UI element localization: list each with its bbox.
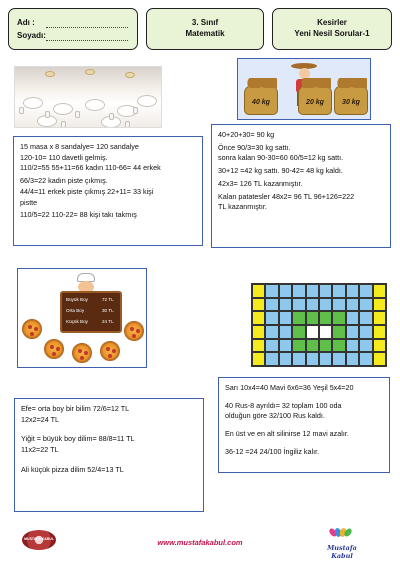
table-icon xyxy=(23,97,43,109)
grid-cell xyxy=(332,311,345,325)
grid-cell xyxy=(252,284,265,298)
grid-cell xyxy=(252,352,265,366)
grid-cell xyxy=(265,311,278,325)
grid-cell xyxy=(373,298,386,312)
grid-cell xyxy=(306,298,319,312)
solution-line: Ali küçük pizza dilim 52/4=13 TL xyxy=(21,464,124,474)
grid-cell xyxy=(359,311,372,325)
signature-text: Mustafa Kabul xyxy=(327,544,357,560)
subject-label: Matematik xyxy=(185,29,225,38)
chandelier-icon xyxy=(85,69,95,75)
grid-cell xyxy=(346,339,359,353)
chair-icon xyxy=(75,111,80,118)
chandelier-icon xyxy=(45,71,55,77)
solution-line: olduğun göre 32/100 Rus kaldı. xyxy=(225,411,325,421)
banquet-hall-image xyxy=(14,66,162,128)
grade-label: 3. Sınıf xyxy=(191,18,219,27)
solution-line: 12x2=24 TL xyxy=(21,414,60,424)
grid-cell xyxy=(279,284,292,298)
chair-icon xyxy=(19,107,24,114)
solution-line: Kalan patatesler 48x2= 96 TL 96+126=222 xyxy=(218,191,355,201)
grid-cell xyxy=(346,284,359,298)
website-link[interactable]: www.mustafakabul.com xyxy=(157,538,243,547)
grid-cell xyxy=(252,325,265,339)
colored-grid-image xyxy=(251,283,387,367)
solution-line: 40+20+30= 90 kg xyxy=(218,130,275,139)
chair-icon xyxy=(45,111,50,118)
grid-cell xyxy=(265,352,278,366)
subtitle-label: Yeni Nesil Sorular-1 xyxy=(294,29,370,38)
grid-cell xyxy=(265,339,278,353)
price-board: Büyük Boy 72 TL Orta Boy 30 TL Küçük Boy 24 TL xyxy=(60,291,122,333)
pizza-icon xyxy=(44,339,64,359)
grid-cell xyxy=(252,311,265,325)
grid-cell xyxy=(319,284,332,298)
grid-cell xyxy=(346,311,359,325)
grid-cell xyxy=(373,325,386,339)
flower-icon xyxy=(330,524,352,542)
table-icon xyxy=(53,103,73,115)
grid-cell xyxy=(332,339,345,353)
solution-line: Efe= orta boy bir bilim 72/6=12 TL xyxy=(21,404,130,413)
grid-cell xyxy=(359,352,372,366)
grid-cell xyxy=(346,325,359,339)
grid-cell xyxy=(332,284,345,298)
grid-cell xyxy=(319,339,332,353)
topic-label: Kesirler xyxy=(317,18,347,27)
solution-line: En üst ve en alt silinirse 12 mavi azalır. xyxy=(225,429,349,439)
grid-cell xyxy=(373,284,386,298)
color-grid xyxy=(251,283,387,367)
surname-label: Soyadı: xyxy=(17,31,46,40)
name-line xyxy=(46,27,128,28)
grid-cell xyxy=(332,352,345,366)
pizza-solution-box xyxy=(14,398,204,512)
solution-line: 40 Rus-8 ayrıldı= 32 toplam 100 oda xyxy=(225,400,342,410)
topic-box xyxy=(272,8,392,50)
potato-sack-icon: 30 kg xyxy=(334,85,368,115)
grid-cell xyxy=(359,339,372,353)
grid-cell xyxy=(332,325,345,339)
grid-cell xyxy=(373,339,386,353)
grid-cell xyxy=(279,352,292,366)
grid-cell xyxy=(346,352,359,366)
pizza-icon xyxy=(22,319,42,339)
grid-cell xyxy=(319,311,332,325)
grid-cell xyxy=(319,352,332,366)
chandelier-icon xyxy=(125,72,135,78)
grid-cell xyxy=(319,325,332,339)
grid-cell xyxy=(252,339,265,353)
solution-line: 120-10= 110 davetli gelmiş. xyxy=(20,152,108,162)
grid-cell xyxy=(292,284,305,298)
table-icon xyxy=(137,95,157,107)
solution-line: 110/5=22 110-22= 88 kişi takı takmış xyxy=(20,210,137,220)
pizza-icon xyxy=(124,321,144,341)
grid-solution-box xyxy=(218,377,390,473)
table-icon xyxy=(85,99,105,111)
grid-cell xyxy=(306,352,319,366)
grid-cell xyxy=(319,298,332,312)
solution-line: 42x3= 126 TL kazanmıştır. xyxy=(218,178,303,188)
potato-sacks-image xyxy=(237,58,371,120)
chair-icon xyxy=(125,121,130,128)
grid-cell xyxy=(292,352,305,366)
solution-line: 11x2=22 TL xyxy=(21,445,59,455)
solution-line: pistte xyxy=(20,197,38,207)
grid-cell xyxy=(373,352,386,366)
chair-icon xyxy=(61,121,66,128)
signature-logo xyxy=(316,524,368,560)
pizza-icon xyxy=(100,341,120,361)
grid-cell xyxy=(292,325,305,339)
solution-line: 15 masa x 8 sandalye= 120 sandalye xyxy=(20,142,139,151)
grid-cell xyxy=(265,325,278,339)
chair-icon xyxy=(133,107,138,114)
solution-line: 110/2=55 55+11=66 kadın 110-66= 44 erkek xyxy=(20,163,161,173)
logo-text: MUSTAFA KABUL xyxy=(24,537,54,541)
solution-line: sonra kalan 90-30=60 60/5=12 kg sattı. xyxy=(218,153,344,163)
solution-line: 44/4=11 erkek piste çıkmış 22+11= 33 kişi xyxy=(20,186,154,196)
pizza-icon xyxy=(72,343,92,363)
grid-cell xyxy=(292,311,305,325)
grid-cell xyxy=(252,298,265,312)
potato-sack-icon: 20 kg xyxy=(298,85,332,115)
grid-cell xyxy=(292,339,305,353)
solution-line: Sarı 10x4=40 Mavi 6x6=36 Yeşil 5x4=20 xyxy=(225,383,354,392)
wedding-solution-box xyxy=(13,136,203,246)
solution-line: 66/3=22 kadın piste çıkmış. xyxy=(20,176,108,186)
chef-icon xyxy=(73,273,99,293)
grid-cell xyxy=(359,284,372,298)
grid-cell xyxy=(373,311,386,325)
chair-icon xyxy=(109,113,114,120)
grid-cell xyxy=(292,298,305,312)
solution-line: Önce 90/3=30 kg sattı. xyxy=(218,142,291,152)
grid-cell xyxy=(332,298,345,312)
grid-cell xyxy=(359,298,372,312)
grid-cell xyxy=(279,311,292,325)
grid-cell xyxy=(279,339,292,353)
solution-line: TL kazanmıştır. xyxy=(218,202,267,212)
grid-cell xyxy=(346,298,359,312)
solution-line: 36-12 =24 24/100 İngiliz kalır. xyxy=(225,446,320,456)
solution-line: Yiğit = büyük boy dilim= 88/8=11 TL xyxy=(21,434,135,444)
grid-cell xyxy=(279,298,292,312)
potato-solution-box xyxy=(211,124,391,248)
grade-box xyxy=(146,8,264,50)
grid-cell xyxy=(306,284,319,298)
grid-cell xyxy=(359,325,372,339)
grid-cell xyxy=(279,325,292,339)
name-label: Adı : xyxy=(17,18,35,27)
grid-cell xyxy=(306,325,319,339)
grid-cell xyxy=(265,298,278,312)
grid-cell xyxy=(306,311,319,325)
pizza-menu-image xyxy=(17,268,147,368)
grid-cell xyxy=(265,284,278,298)
grid-cell xyxy=(306,339,319,353)
potato-sack-icon: 40 kg xyxy=(244,85,278,115)
solution-line: 30+12 =42 kg sattı. 90-42= 48 kg kaldı. xyxy=(218,166,343,176)
surname-line xyxy=(46,40,128,41)
student-info-box xyxy=(8,8,138,50)
